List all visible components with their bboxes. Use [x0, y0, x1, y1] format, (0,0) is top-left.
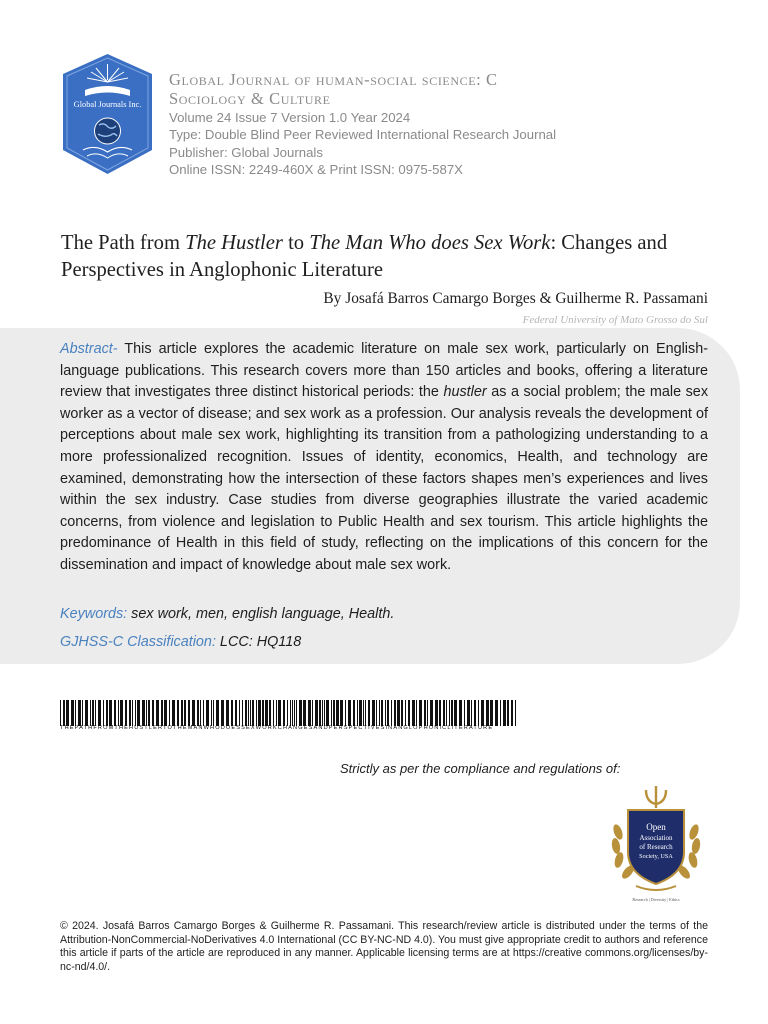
barcode-bar	[114, 700, 116, 726]
barcode-bar	[156, 700, 159, 726]
barcode-bar	[385, 700, 386, 726]
barcode-bar	[292, 700, 293, 726]
barcode-bar	[192, 700, 195, 726]
barcode-bar	[60, 700, 61, 726]
barcode-bar	[319, 700, 321, 726]
barcode-bar	[197, 700, 199, 726]
seal-motto: Research | Diversity | Ethics	[632, 897, 680, 902]
barcode-bar	[397, 700, 400, 726]
barcode-bar	[75, 700, 76, 726]
barcode-bar	[118, 700, 119, 726]
barcode-bar	[164, 700, 167, 726]
barcode-bar	[471, 700, 472, 726]
barcode-bar	[336, 700, 339, 726]
barcode-bar	[221, 700, 224, 726]
barcode-bar	[495, 700, 498, 726]
barcode-bar	[401, 700, 403, 726]
barcode-bar	[132, 700, 133, 726]
barcode-bar	[503, 700, 506, 726]
barcode-bar	[312, 700, 313, 726]
barcode-bar	[248, 700, 249, 726]
abstract-text: Abstract- This article explores the academic literature on male sex work, particularly on English-language publications. This research covers more than 150 articles and books, offering a literature review that investigates three distinct historical periods: the hustler as a social problem; the male sex worker as a vector of disease; and sex work as a profession. Our analysis reveals the development of perceptions about male sex work, highlighting its transition from a pathologizing understanding to a more professionalized recognition. Issues of identity, economics, Health, and technology are examined, demonstrating how the intersection of these factors shapes men’s experiences and lives within the sex industry. Case studies from diverse geographies illustrate the varied academic concerns, from violence and legislation to Public Health and sex tourism. This article highlights the predominance of Health in this field of study, reflecting on the implications of this concern for the dissemination and impact of knowledge about male sex work.	[60, 341, 709, 573]
barcode-bar	[412, 700, 415, 726]
article-title: The Path from The Hustler to The Man Who does Sex Work: Changes and Perspectives in Anglophonic Literature	[61, 232, 668, 281]
type-line: Type: Double Blind Peer Reviewed International Research Journal	[169, 127, 557, 143]
oars-seal-logo	[606, 782, 706, 904]
barcode-bar	[106, 700, 108, 726]
barcode-bar	[481, 700, 484, 726]
barcode-bar	[459, 700, 462, 726]
barcode-text: THEPATHFROMTHEHUSTLERTOTHEMANWHODOESSEXWORKCHANGESANDPERSPECTIVESINANGLOPHONICLITERATURE	[60, 725, 494, 731]
compliance-text: Strictly as per the compliance and regulations of:	[340, 761, 621, 776]
barcode-bar	[200, 700, 201, 726]
volume-line: Volume 24 Issue 7 Version 1.0 Year 2024	[169, 110, 411, 125]
journal-title: Global Journal of human-social science: C	[169, 70, 498, 89]
seal-line2: Association	[639, 834, 673, 842]
barcode-bar	[507, 700, 509, 726]
barcode-bar	[515, 700, 516, 726]
barcode-bar	[478, 700, 479, 726]
barcode-bar	[231, 700, 233, 726]
publisher-line: Publisher: Global Journals	[169, 144, 323, 160]
barcode-bar	[474, 700, 476, 726]
barcode-bar	[283, 700, 285, 726]
barcode-bar	[315, 700, 318, 726]
barcode-bar	[90, 700, 91, 726]
barcode-bar	[239, 700, 240, 726]
barcode-bar	[109, 700, 112, 726]
barcode-bar	[125, 700, 127, 726]
barcode-bar	[256, 700, 257, 726]
barcode-bar	[365, 700, 366, 726]
global-journals-logo	[61, 52, 154, 176]
barcode-bar	[486, 700, 489, 726]
barcode-bar	[95, 700, 96, 726]
barcode-bar	[245, 700, 247, 726]
barcode-bar	[345, 700, 346, 726]
barcode-bar	[357, 700, 358, 726]
barcode-bar	[250, 700, 251, 726]
barcode-bar	[372, 700, 375, 726]
barcode-bar	[439, 700, 441, 726]
barcode-bar	[213, 700, 214, 726]
barcode-bar	[427, 700, 428, 726]
barcode-bar	[276, 700, 277, 726]
barcode-bar	[78, 700, 81, 726]
barcode-bar	[379, 700, 380, 726]
keywords-value: sex work, men, english language, Health.	[127, 606, 395, 622]
barcode-bar	[235, 700, 237, 726]
barcode-bar	[408, 700, 410, 726]
barcode-bar	[137, 700, 140, 726]
barcode-bar	[206, 700, 209, 726]
seal-line4: Society, USA	[639, 853, 673, 860]
barcode-bar	[394, 700, 396, 726]
barcode-bar	[391, 700, 392, 726]
barcode-bar	[273, 700, 274, 726]
barcode-bar	[308, 700, 311, 726]
barcode-bar	[188, 700, 190, 726]
barcode-bar	[464, 700, 465, 726]
barcode-bar	[262, 700, 264, 726]
barcode-bar	[177, 700, 179, 726]
barcode-bar	[172, 700, 175, 726]
issn-line: Online ISSN: 2249-460X & Print ISSN: 0975-587X	[169, 162, 463, 178]
barcode-bar	[359, 700, 362, 726]
barcode-bar	[405, 700, 406, 726]
barcode-bar	[278, 700, 281, 726]
barcode	[60, 700, 516, 726]
barcode-bar	[387, 700, 389, 726]
journal-section: Sociology & Culture	[169, 89, 331, 108]
barcode-bar	[169, 700, 170, 726]
barcode-bar	[242, 700, 243, 726]
barcode-bar	[326, 700, 329, 726]
classification-value: LCC: HQ118	[215, 634, 302, 650]
barcode-bar	[216, 700, 219, 726]
authors: By Josafá Barros Camargo Borges & Guilherme R. Passamani	[323, 290, 708, 307]
barcode-bar	[443, 700, 445, 726]
barcode-bar	[340, 700, 343, 726]
barcode-bar	[511, 700, 513, 726]
barcode-bar	[290, 700, 291, 726]
barcode-bar	[120, 700, 123, 726]
barcode-bar	[252, 700, 254, 726]
barcode-bar	[324, 700, 325, 726]
barcode-bar	[424, 700, 426, 726]
keywords-label: Keywords:	[60, 606, 128, 622]
classification	[60, 633, 301, 651]
barcode-bar	[98, 700, 101, 726]
barcode-bar	[381, 700, 383, 726]
barcode-bar	[146, 700, 147, 726]
barcode-bar	[211, 700, 212, 726]
barcode-bar	[296, 700, 297, 726]
barcode-bar	[152, 700, 154, 726]
classification-label: GJHSS-C Classification:	[60, 634, 216, 650]
barcode-bar	[129, 700, 131, 726]
barcode-bar	[348, 700, 351, 726]
barcode-bar	[449, 700, 450, 726]
seal-line1: Open	[646, 822, 666, 832]
barcode-bar	[435, 700, 438, 726]
license-footer: © 2024. Josafá Barros Camargo Borges & Guilherme R. Passamani. This research/review article is distributed under the terms of the Attribution-NonCommercial-NoDerivatives 4.0 International (CC BY-NC-ND 4.0). You must give appropriate credit to authors and reference this article if parts of the article are reproduced in any manner. Applicable licensing terms are at https://creative commons.org/licenses/by-nc-nd/4.0/.	[60, 920, 708, 973]
barcode-bar	[454, 700, 457, 726]
barcode-bar	[148, 700, 150, 726]
barcode-bar	[500, 700, 501, 726]
barcode-bar	[353, 700, 355, 726]
barcode-bar	[226, 700, 229, 726]
barcode-bar	[467, 700, 470, 726]
abstract-label: Abstract-	[60, 341, 118, 357]
seal-line3: of Research	[639, 843, 673, 851]
barcode-bar	[63, 700, 65, 726]
barcode-bar	[66, 700, 69, 726]
barcode-bar	[363, 700, 364, 726]
barcode-bar	[103, 700, 104, 726]
barcode-bar	[368, 700, 370, 726]
keywords	[60, 605, 394, 623]
barcode-bar	[446, 700, 447, 726]
barcode-bar	[430, 700, 433, 726]
barcode-bar	[269, 700, 271, 726]
barcode-bar	[184, 700, 186, 726]
barcode-bar	[265, 700, 268, 726]
barcode-bar	[490, 700, 493, 726]
barcode-bar	[451, 700, 453, 726]
barcode-bar	[161, 700, 163, 726]
logo-text: Global Journals Inc.	[73, 100, 142, 109]
barcode-bar	[303, 700, 306, 726]
barcode-bar	[333, 700, 335, 726]
barcode-bar	[181, 700, 183, 726]
barcode-bar	[419, 700, 422, 726]
journal-info	[169, 70, 729, 179]
barcode-bar	[135, 700, 136, 726]
barcode-bar	[85, 700, 88, 726]
barcode-bar	[294, 700, 295, 726]
barcode-bar	[92, 700, 94, 726]
barcode-bar	[287, 700, 288, 726]
barcode-bar	[299, 700, 302, 726]
barcode-bar	[82, 700, 83, 726]
barcode-bar	[203, 700, 204, 726]
barcode-bar	[258, 700, 261, 726]
barcode-bar	[376, 700, 377, 726]
barcode-bar	[71, 700, 74, 726]
affiliation: Federal University of Mato Grosso do Sul	[522, 314, 708, 326]
barcode-bar	[322, 700, 323, 726]
barcode-bar	[416, 700, 417, 726]
barcode-bar	[331, 700, 332, 726]
barcode-bar	[142, 700, 145, 726]
